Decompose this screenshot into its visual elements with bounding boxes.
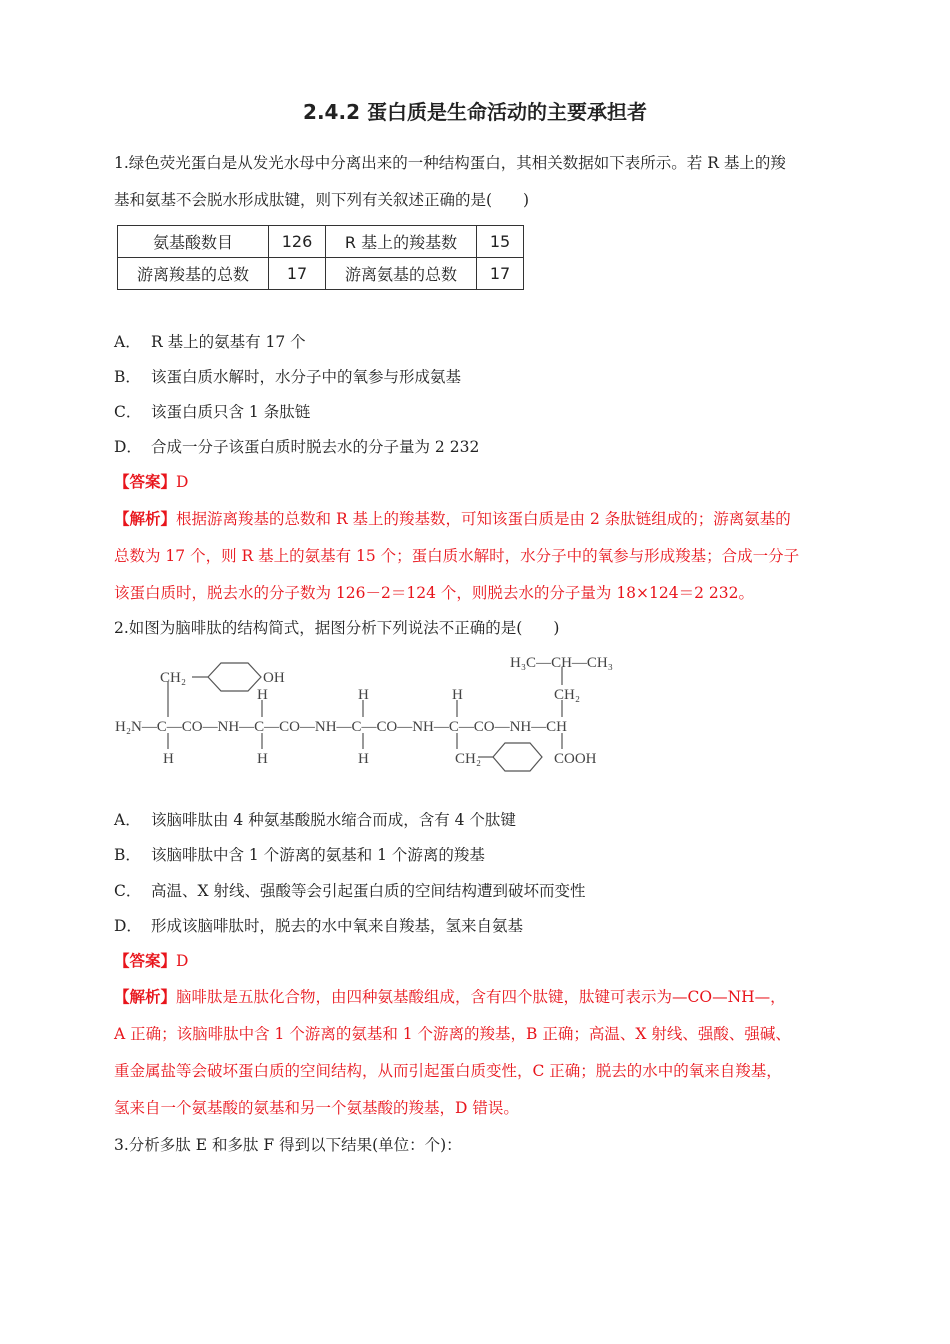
- table-cell: 17: [477, 258, 524, 290]
- analysis-line: 氢来自一个氨基酸的氨基和另一个氨基酸的羧基，D 错误。: [114, 1099, 519, 1117]
- q1-stem: [114, 145, 840, 219]
- q2-analysis: [114, 979, 840, 1127]
- table-row: [118, 258, 524, 290]
- q1-stem-line: 1.绿色荧光蛋白是从发光水母中分离出来的一种结构蛋白，其相关数据如下表所示。若 R 基上的羧: [114, 154, 786, 172]
- option-text: 该蛋白质水解时，水分子中的氧参与形成氨基: [151, 368, 462, 386]
- option-text: 合成一分子该蛋白质时脱去水的分子量为 2 232: [151, 438, 480, 456]
- table-row: [118, 226, 524, 258]
- analysis-line: 该蛋白质时，脱去水的分子数为 126－2＝124 个，则脱去水的分子量为 18×124＝2 232。: [114, 584, 754, 602]
- benzene-ring-icon: [493, 743, 542, 771]
- diagram-label: H₃C—CH—CH₃: [510, 655, 613, 671]
- table-cell: 游离羧基的总数: [118, 258, 269, 290]
- answer-value: D: [176, 952, 189, 971]
- diagram-label: CH₂: [554, 687, 581, 703]
- analysis-line: A 正确；该脑啡肽中含 1 个游离的氨基和 1 个游离的羧基，B 正确；高温、X 射线、强酸、强碱、: [114, 1025, 791, 1043]
- q1-stem-line: 基和氨基不会脱水形成肽键，则下列有关叙述正确的是( ): [114, 191, 530, 209]
- analysis-tag: 【解析】: [114, 510, 177, 528]
- option-d: [114, 430, 840, 465]
- option-letter: A．: [114, 811, 141, 829]
- enkephalin-structure-diagram: [110, 645, 670, 780]
- option-a: [114, 803, 840, 838]
- diagram-label: H: [358, 687, 369, 703]
- analysis-line: 总数为 17 个，则 R 基上的氨基有 15 个；蛋白质水解时，水分子中的氧参与形成羧基；合成一分子: [114, 547, 800, 565]
- option-a: [114, 325, 840, 360]
- option-b: [114, 838, 840, 873]
- analysis-line: 根据游离羧基的总数和 R 基上的羧基数，可知该蛋白质是由 2 条肽链组成的；游离氨基的: [176, 510, 791, 528]
- analysis-line: 脑啡肽是五肽化合物，由四种氨基酸组成，含有四个肽键，肽键可表示为—CO—NH—，: [176, 988, 786, 1006]
- diagram-label: OH: [263, 670, 285, 686]
- benzene-ring-icon: [208, 663, 261, 691]
- q1-analysis: [114, 501, 840, 612]
- table-cell: 126: [269, 226, 326, 258]
- q2-stem: 2.如图为脑啡肽的结构简式，据图分析下列说法不正确的是( ): [114, 619, 560, 637]
- option-letter: B．: [114, 846, 141, 865]
- diagram-label: COOH: [554, 751, 597, 767]
- analysis-tag: 【解析】: [114, 988, 177, 1006]
- diagram-label: H: [358, 751, 369, 767]
- table-cell: 游离氨基的总数: [326, 258, 477, 290]
- diagram-label: CH₂: [160, 670, 187, 686]
- diagram-label: CH₂: [455, 751, 482, 767]
- option-d: [114, 909, 840, 944]
- answer-tag: 【答案】: [114, 473, 177, 491]
- answer-tag: 【答案】: [114, 952, 177, 971]
- option-c: [114, 874, 840, 909]
- option-letter: C．: [114, 403, 142, 421]
- option-letter: B．: [114, 368, 141, 386]
- q1-options: [114, 325, 840, 500]
- q1-answer: [114, 465, 840, 500]
- table-cell: R 基上的羧基数: [326, 226, 477, 258]
- option-b: [114, 360, 840, 395]
- q2-answer: [114, 944, 840, 979]
- option-letter: D．: [114, 916, 142, 935]
- option-text: 该蛋白质只含 1 条肽链: [151, 403, 311, 421]
- diagram-label: H: [257, 751, 268, 767]
- table-cell: 氨基酸数目: [118, 226, 269, 258]
- option-letter: D．: [114, 438, 142, 456]
- diagram-label: H: [452, 687, 463, 703]
- option-text: 形成该脑啡肽时，脱去的水中氧来自羧基，氢来自氨基: [151, 916, 524, 935]
- analysis-line: 重金属盐等会破坏蛋白质的空间结构，从而引起蛋白质变性，C 正确；脱去的水中的氧来自羧基，: [114, 1062, 782, 1080]
- option-text: 高温、X 射线、强酸等会引起蛋白质的空间结构遭到破坏而变性: [151, 881, 586, 900]
- q1-data-table: [117, 225, 524, 290]
- diagram-label: H: [163, 751, 174, 767]
- q2-options: [114, 803, 840, 979]
- option-text: 该脑啡肽由 4 种氨基酸脱水缩合而成，含有 4 个肽键: [151, 811, 516, 829]
- answer-value: D: [176, 473, 189, 491]
- page-title: 2.4.2 蛋白质是生命活动的主要承担者: [303, 100, 647, 124]
- table-cell: 17: [269, 258, 326, 290]
- q3-stem: 3.分析多肽 E 和多肽 F 得到以下结果(单位：个)：: [114, 1136, 462, 1154]
- option-text: R 基上的氨基有 17 个: [151, 333, 306, 351]
- option-text: 该脑啡肽中含 1 个游离的氨基和 1 个游离的羧基: [151, 846, 485, 865]
- table-cell: 15: [477, 226, 524, 258]
- diagram-main-chain: H₂N—C—CO—NH—C—CO—NH—C—CO—NH—C—CO—NH—CH: [115, 719, 567, 735]
- diagram-label: H: [257, 687, 268, 703]
- option-letter: A．: [114, 333, 141, 351]
- option-c: [114, 395, 840, 430]
- option-letter: C．: [114, 881, 142, 900]
